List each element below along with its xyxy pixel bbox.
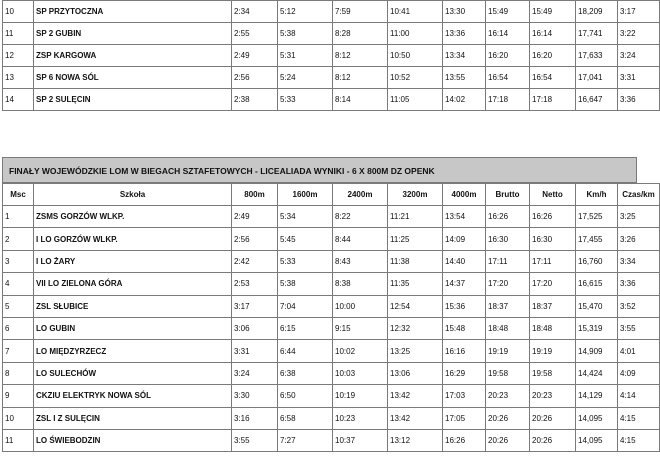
- result-cell: 10:37: [333, 429, 388, 451]
- table-row: [3, 206, 660, 228]
- result-cell: 19:58: [486, 362, 530, 384]
- result-cell: 11:21: [388, 206, 443, 228]
- school-name: SP 6 NOWA SÓL: [34, 67, 232, 89]
- result-cell: 20:26: [486, 407, 530, 429]
- school-name: ZSL I Z SULĘCIN: [34, 407, 232, 429]
- result-cell: 11:00: [388, 23, 443, 45]
- result-cell: 3:24: [232, 362, 278, 384]
- place-cell: 11: [3, 429, 34, 451]
- result-cell: 16:29: [443, 362, 486, 384]
- result-cell: 10:02: [333, 340, 388, 362]
- result-cell: 12:54: [388, 295, 443, 317]
- result-cell: 6:44: [278, 340, 333, 362]
- result-cell: 16,647: [576, 89, 618, 111]
- school-name: LO SULECHÓW: [34, 362, 232, 384]
- place-cell: 10: [3, 407, 34, 429]
- result-cell: 8:43: [333, 250, 388, 272]
- table-row: [3, 340, 660, 362]
- place-cell: 11: [3, 23, 34, 45]
- table-row: [3, 67, 660, 89]
- column-header: 2400m: [333, 184, 388, 206]
- result-cell: 18:48: [486, 317, 530, 339]
- result-cell: 11:05: [388, 89, 443, 111]
- result-cell: 15:48: [443, 317, 486, 339]
- result-cell: 16:30: [530, 228, 576, 250]
- result-cell: 11:25: [388, 228, 443, 250]
- table-row: [3, 45, 660, 67]
- column-header: Czas/km: [618, 184, 660, 206]
- result-cell: 16:14: [486, 23, 530, 45]
- result-cell: 5:31: [278, 45, 333, 67]
- place-cell: 12: [3, 45, 34, 67]
- result-cell: 13:30: [443, 1, 486, 23]
- result-cell: 8:38: [333, 273, 388, 295]
- school-name: ZSL SŁUBICE: [34, 295, 232, 317]
- result-cell: 11:38: [388, 250, 443, 272]
- table-header-row: [3, 184, 660, 206]
- table-row: [3, 385, 660, 407]
- table-row: [3, 429, 660, 451]
- result-cell: 8:12: [333, 67, 388, 89]
- result-cell: 6:38: [278, 362, 333, 384]
- result-cell: 8:44: [333, 228, 388, 250]
- result-cell: 16,615: [576, 273, 618, 295]
- place-cell: 4: [3, 273, 34, 295]
- result-cell: 6:58: [278, 407, 333, 429]
- school-name: I LO ŻARY: [34, 250, 232, 272]
- result-cell: 4:14: [618, 385, 660, 407]
- school-name: ZSP KARGOWA: [34, 45, 232, 67]
- result-cell: 16:26: [486, 206, 530, 228]
- place-cell: 10: [3, 1, 34, 23]
- result-cell: 17:18: [530, 89, 576, 111]
- result-cell: 2:56: [232, 67, 278, 89]
- result-cell: 5:12: [278, 1, 333, 23]
- result-cell: 2:56: [232, 228, 278, 250]
- school-name: VII LO ZIELONA GÓRA: [34, 273, 232, 295]
- result-cell: 3:26: [618, 228, 660, 250]
- result-cell: 7:59: [333, 1, 388, 23]
- result-cell: 2:49: [232, 206, 278, 228]
- place-cell: 3: [3, 250, 34, 272]
- result-cell: 16,760: [576, 250, 618, 272]
- result-cell: 3:52: [618, 295, 660, 317]
- result-cell: 9:15: [333, 317, 388, 339]
- result-cell: 3:17: [618, 1, 660, 23]
- result-cell: 16:54: [486, 67, 530, 89]
- result-cell: 16:30: [486, 228, 530, 250]
- result-cell: 20:26: [486, 429, 530, 451]
- table-row: [3, 273, 660, 295]
- school-name: ZSMS GORZÓW WLKP.: [34, 206, 232, 228]
- place-cell: 13: [3, 67, 34, 89]
- column-header: 3200m: [388, 184, 443, 206]
- school-name: LO MIĘDZYRZECZ: [34, 340, 232, 362]
- result-cell: 3:06: [232, 317, 278, 339]
- result-cell: 18:37: [486, 295, 530, 317]
- result-cell: 3:36: [618, 89, 660, 111]
- result-cell: 4:09: [618, 362, 660, 384]
- column-header: Msc: [3, 184, 34, 206]
- result-cell: 17:05: [443, 407, 486, 429]
- school-name: SP PRZYTOCZNA: [34, 1, 232, 23]
- school-name: CKZIU ELEKTRYK NOWA SÓL: [34, 385, 232, 407]
- result-cell: 14,909: [576, 340, 618, 362]
- previous-results-table: [2, 0, 660, 111]
- result-cell: 6:50: [278, 385, 333, 407]
- place-cell: 8: [3, 362, 34, 384]
- result-cell: 2:55: [232, 23, 278, 45]
- table-row: [3, 23, 660, 45]
- column-header: 1600m: [278, 184, 333, 206]
- result-cell: 5:24: [278, 67, 333, 89]
- result-cell: 17:03: [443, 385, 486, 407]
- table-row: [3, 89, 660, 111]
- result-cell: 16:54: [530, 67, 576, 89]
- result-cell: 17:11: [530, 250, 576, 272]
- column-header: 800m: [232, 184, 278, 206]
- school-name: LO ŚWIEBODZIN: [34, 429, 232, 451]
- result-cell: 19:19: [530, 340, 576, 362]
- result-cell: 17,455: [576, 228, 618, 250]
- result-cell: 5:33: [278, 250, 333, 272]
- result-cell: 11:35: [388, 273, 443, 295]
- place-cell: 14: [3, 89, 34, 111]
- result-cell: 14:40: [443, 250, 486, 272]
- result-cell: 20:23: [530, 385, 576, 407]
- result-cell: 5:38: [278, 23, 333, 45]
- column-header: Km/h: [576, 184, 618, 206]
- result-cell: 19:19: [486, 340, 530, 362]
- table-row: [3, 317, 660, 339]
- school-name: SP 2 SULĘCIN: [34, 89, 232, 111]
- result-cell: 19:58: [530, 362, 576, 384]
- result-cell: 17:20: [486, 273, 530, 295]
- result-cell: 12:32: [388, 317, 443, 339]
- result-cell: 8:22: [333, 206, 388, 228]
- result-cell: 2:38: [232, 89, 278, 111]
- result-cell: 2:42: [232, 250, 278, 272]
- result-cell: 15,470: [576, 295, 618, 317]
- result-cell: 20:26: [530, 407, 576, 429]
- result-cell: 16:20: [530, 45, 576, 67]
- result-cell: 10:50: [388, 45, 443, 67]
- section-title: FINAŁY WOJEWÓDZKIE LOM W BIEGACH SZTAFETOWYCH - LICEALIADA WYNIKI - 6 X 800M DZ OPENK: [2, 157, 637, 183]
- table-row: [3, 228, 660, 250]
- result-cell: 17:20: [530, 273, 576, 295]
- result-cell: 10:00: [333, 295, 388, 317]
- result-cell: 17,041: [576, 67, 618, 89]
- result-cell: 13:42: [388, 385, 443, 407]
- table-row: [3, 362, 660, 384]
- table-row: [3, 295, 660, 317]
- result-cell: 4:01: [618, 340, 660, 362]
- result-cell: 14,095: [576, 407, 618, 429]
- result-cell: 17,741: [576, 23, 618, 45]
- result-cell: 16:26: [443, 429, 486, 451]
- result-cell: 20:23: [486, 385, 530, 407]
- result-cell: 17,525: [576, 206, 618, 228]
- result-cell: 15:36: [443, 295, 486, 317]
- result-cell: 3:36: [618, 273, 660, 295]
- place-cell: 9: [3, 385, 34, 407]
- place-cell: 1: [3, 206, 34, 228]
- column-header: Brutto: [486, 184, 530, 206]
- result-cell: 15:49: [486, 1, 530, 23]
- result-cell: 3:34: [618, 250, 660, 272]
- table-row: [3, 407, 660, 429]
- result-cell: 13:54: [443, 206, 486, 228]
- result-cell: 13:12: [388, 429, 443, 451]
- result-cell: 3:22: [618, 23, 660, 45]
- column-header: 4000m: [443, 184, 486, 206]
- result-cell: 4:15: [618, 407, 660, 429]
- result-cell: 13:34: [443, 45, 486, 67]
- result-cell: 2:34: [232, 1, 278, 23]
- result-cell: 3:17: [232, 295, 278, 317]
- result-cell: 3:16: [232, 407, 278, 429]
- school-name: SP 2 GUBIN: [34, 23, 232, 45]
- result-cell: 17:11: [486, 250, 530, 272]
- result-cell: 13:42: [388, 407, 443, 429]
- result-cell: 14,424: [576, 362, 618, 384]
- result-cell: 16:26: [530, 206, 576, 228]
- result-cell: 10:03: [333, 362, 388, 384]
- place-cell: 6: [3, 317, 34, 339]
- result-cell: 20:26: [530, 429, 576, 451]
- result-cell: 10:19: [333, 385, 388, 407]
- result-cell: 17,633: [576, 45, 618, 67]
- result-cell: 3:24: [618, 45, 660, 67]
- result-cell: 3:55: [232, 429, 278, 451]
- result-cell: 16:16: [443, 340, 486, 362]
- result-cell: 3:55: [618, 317, 660, 339]
- result-cell: 10:23: [333, 407, 388, 429]
- result-cell: 5:38: [278, 273, 333, 295]
- result-cell: 5:34: [278, 206, 333, 228]
- result-cell: 3:25: [618, 206, 660, 228]
- result-cell: 8:14: [333, 89, 388, 111]
- result-cell: 10:52: [388, 67, 443, 89]
- result-cell: 7:04: [278, 295, 333, 317]
- result-cell: 18:48: [530, 317, 576, 339]
- table-row: [3, 1, 660, 23]
- result-cell: 14:37: [443, 273, 486, 295]
- result-cell: 8:28: [333, 23, 388, 45]
- result-cell: 16:14: [530, 23, 576, 45]
- result-cell: 3:31: [618, 67, 660, 89]
- result-cell: 14,095: [576, 429, 618, 451]
- result-cell: 13:36: [443, 23, 486, 45]
- place-cell: 2: [3, 228, 34, 250]
- result-cell: 16:20: [486, 45, 530, 67]
- column-header: Netto: [530, 184, 576, 206]
- result-cell: 2:49: [232, 45, 278, 67]
- place-cell: 7: [3, 340, 34, 362]
- result-cell: 14,129: [576, 385, 618, 407]
- result-cell: 6:15: [278, 317, 333, 339]
- school-name: LO GUBIN: [34, 317, 232, 339]
- result-cell: 18:37: [530, 295, 576, 317]
- result-cell: 13:06: [388, 362, 443, 384]
- result-cell: 3:31: [232, 340, 278, 362]
- result-cell: 5:45: [278, 228, 333, 250]
- result-cell: 5:33: [278, 89, 333, 111]
- result-cell: 3:30: [232, 385, 278, 407]
- results-table: [2, 183, 660, 452]
- school-name: I LO GORZÓW WLKP.: [34, 228, 232, 250]
- result-cell: 7:27: [278, 429, 333, 451]
- result-cell: 8:12: [333, 45, 388, 67]
- result-cell: 2:53: [232, 273, 278, 295]
- result-cell: 17:18: [486, 89, 530, 111]
- result-cell: 18,209: [576, 1, 618, 23]
- result-cell: 4:15: [618, 429, 660, 451]
- result-cell: 15,319: [576, 317, 618, 339]
- result-cell: 13:25: [388, 340, 443, 362]
- place-cell: 5: [3, 295, 34, 317]
- result-cell: 14:02: [443, 89, 486, 111]
- column-header: Szkoła: [34, 184, 232, 206]
- result-cell: 15:49: [530, 1, 576, 23]
- result-cell: 10:41: [388, 1, 443, 23]
- table-row: [3, 250, 660, 272]
- result-cell: 13:55: [443, 67, 486, 89]
- result-cell: 14:09: [443, 228, 486, 250]
